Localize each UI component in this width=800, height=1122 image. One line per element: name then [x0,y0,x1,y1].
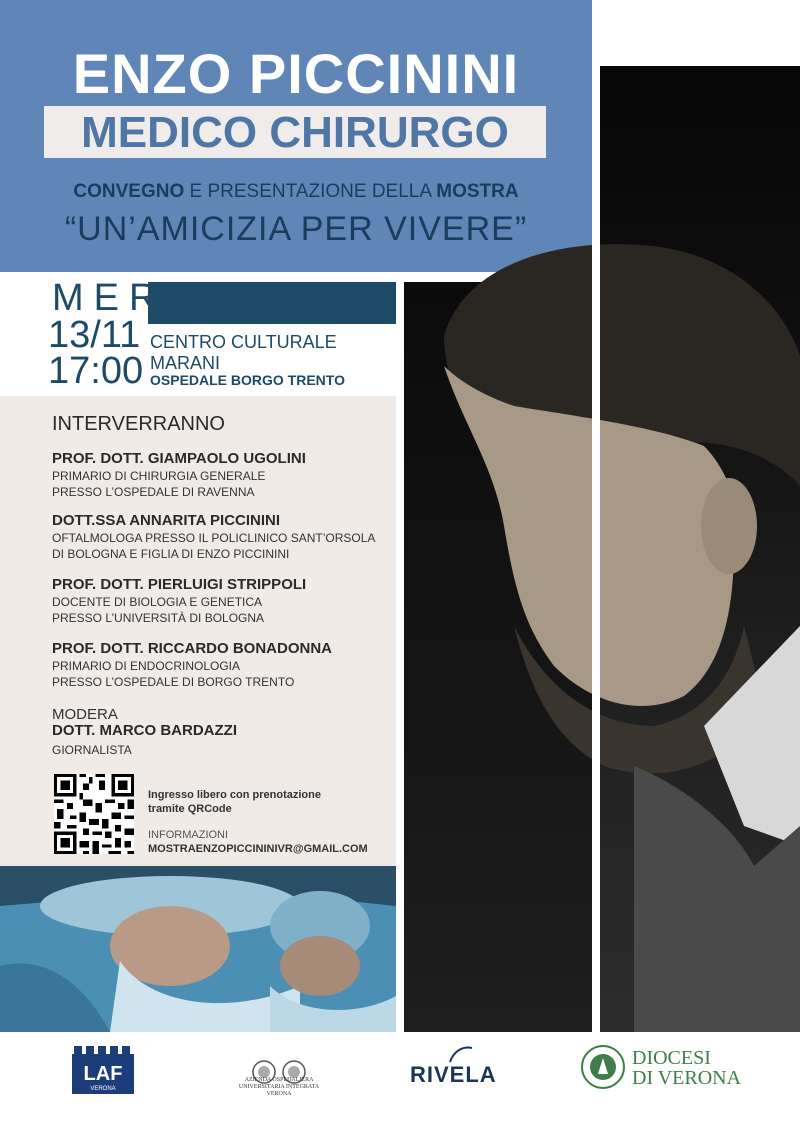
speaker-item [52,450,392,500]
venue-line-3: OSPEDALE BORGO TRENTO [150,372,345,388]
moderator-role: GIORNALISTA [52,743,132,757]
hospital-name-line1: AZIENDA OSPEDALIERA [244,1077,314,1083]
speaker-item [52,512,392,562]
photo-top-margin [600,0,800,66]
booking-text [148,788,388,816]
subtitle-convegno: CONVEGNO [73,181,185,202]
subtitle-middle: E PRESENTAZIONE DELLA [184,181,437,202]
date-accent-bar [148,282,396,324]
moderator-name: DOTT. MARCO BARDAZZI [52,722,237,739]
title-name: ENZO PICCININI [72,42,520,105]
rivela-arc-icon [448,1044,474,1064]
laf-logo-text: LAF [83,1063,123,1085]
hospital-name-line2: UNIVERSITARIA INTEGRATA [238,1084,320,1090]
event-weekday: MER [52,277,167,319]
rivela-logo: RIVELA [410,1062,497,1087]
subtitle-mostra: MOSTRA [436,181,519,202]
laf-logo [72,1046,134,1094]
speaker-name: PROF. DOTT. RICCARDO BONADONNA [52,640,332,657]
speaker-role: DI BOLOGNA E FIGLIA DI ENZO PICCININI [52,547,290,561]
speaker-role: PRESSO L’OSPEDALE DI BORGO TRENTO [52,675,295,689]
diocese-seal-icon [580,1044,626,1090]
info-email-link[interactable]: MOSTRAENZOPICCININIVR@GMAIL.COM [148,843,368,855]
surgery-photo [0,866,396,1032]
speaker-name: PROF. DOTT. PIERLUIGI STRIPPOLI [52,576,307,593]
portrait-photo [404,66,800,1032]
booking-line-2: tramite QRCode [148,803,232,815]
booking-line-1: Ingresso libero con prenotazione [148,789,321,801]
speakers-heading: INTERVERRANNO [52,413,225,435]
speaker-item [52,576,392,626]
speaker-role: PRIMARIO DI CHIRURGIA GENERALE [52,469,266,483]
event-time: 17:00 [48,350,144,392]
speaker-item [52,640,392,690]
speaker-role: PRESSO L’UNIVERSITÀ DI BOLOGNA [52,611,265,625]
qr-code[interactable] [54,774,134,854]
diocese-logo-line2: DI VERONA [632,1067,742,1089]
speaker-role: DOCENTE DI BIOLOGIA E GENETICA [52,595,263,609]
venue-line-1: CENTRO CULTURALE [150,332,337,352]
exhibition-title: “UN’AMICIZIA PER VIVERE” [64,210,528,248]
venue-line-2: MARANI [150,353,221,373]
speaker-name: PROF. DOTT. GIAMPAOLO UGOLINI [52,450,306,467]
moderator-label: MODERA [52,706,118,723]
speaker-name: DOTT.SSA ANNARITA PICCININI [52,512,281,529]
info-label: INFORMAZIONI [148,829,229,841]
hospital-logo-text [226,1077,332,1098]
title-profession: MEDICO CHIRURGO [81,108,509,157]
speaker-role: PRESSO L’OSPEDALE DI RAVENNA [52,485,255,499]
laf-logo-subtext: VERONA [90,1086,116,1092]
hospital-name-line3: VERONA [266,1091,292,1097]
event-date: 13/11 [48,314,141,356]
speaker-role: OFTALMOLOGA PRESSO IL POLICLINICO SANT’ORSOLA [52,531,376,545]
speaker-role: PRIMARIO DI ENDOCRINOLOGIA [52,659,241,673]
diocese-logo-line1: DIOCESI [632,1047,711,1069]
